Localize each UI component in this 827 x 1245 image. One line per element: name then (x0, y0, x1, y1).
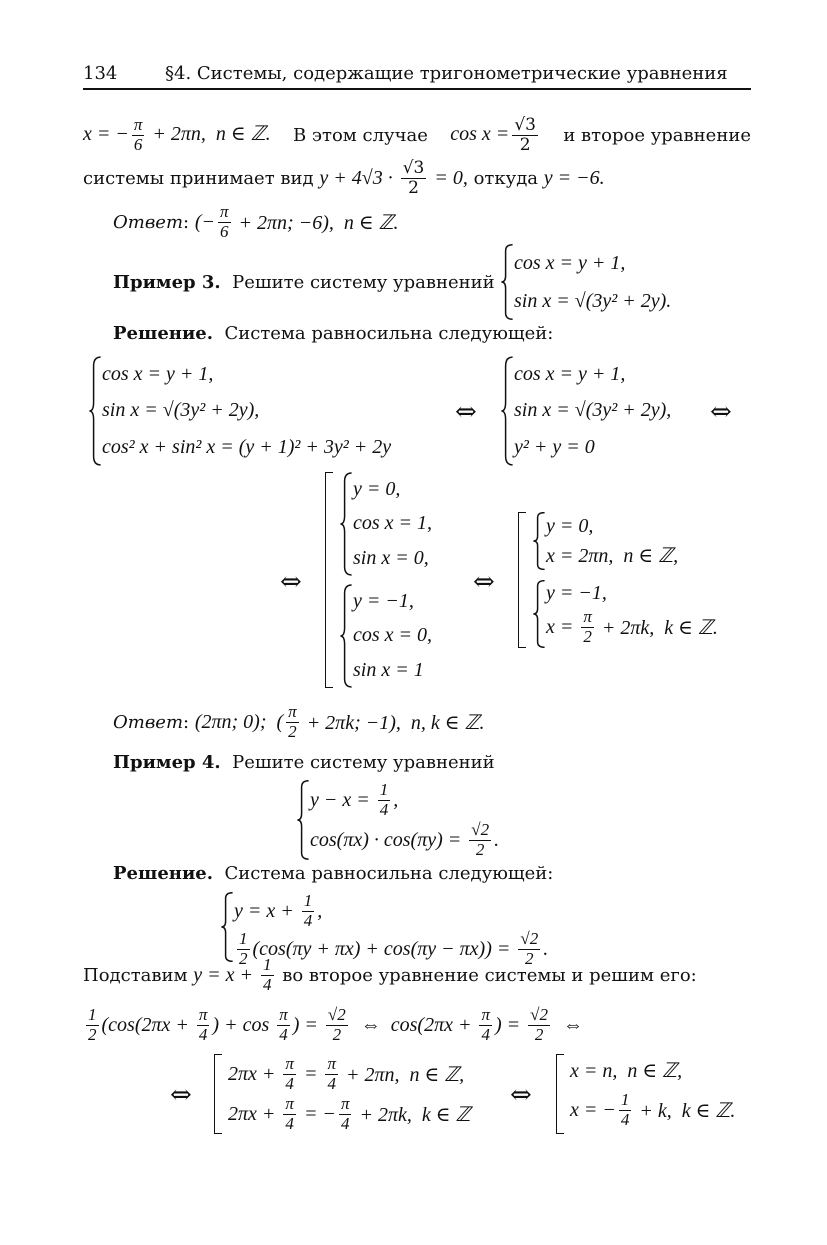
answer-line: Ответ : (− $\frac{\pi}{6}$ + 2πn; −6), n ∈ ℤ. (113, 201, 399, 241)
equivalence-sign: ⇔ (170, 1080, 192, 1110)
equation-line: 1 2 (cos(2πx + $\frac{\pi}{4}$ ) + cos π 4 ) = $\frac{√2}{2}$ ⇔ cos(2πx + $\frac{\pi}{4}$ ) = $\frac{√2}{2}$ ⇔ (88, 1004, 584, 1044)
equivalence-sign: ⇔ (280, 567, 302, 597)
brace-icon (500, 356, 514, 466)
solution-heading: Решение. Система равносильна следующей: (113, 862, 554, 884)
equation-system: y = x + $\frac{1}{4}$ , 1 2 (cos(πy + πx) + cos(πy − πx)) = $\frac{√2}{2}$ . (220, 892, 548, 962)
page-number: 134 (83, 63, 118, 84)
example-heading: Пример 4. Решите систему уравнений (113, 751, 495, 773)
bracket-icon (518, 512, 526, 648)
bracket-icon (325, 472, 333, 688)
equivalence-sign: ⇔ (710, 397, 732, 427)
bracket-icon (214, 1054, 222, 1134)
bracket-icon (556, 1054, 564, 1134)
running-header: §4. Системы, содержащие тригонометрические уравнения (165, 63, 728, 84)
brace-icon (500, 244, 514, 320)
equation-system: cos x = y + 1, sin x = √(3y² + 2y), y² + y = 0 (500, 356, 671, 466)
equation-set: x = n, n ∈ ℤ, x = − $\frac{1}{4}$ + k, k ∈ ℤ. (556, 1054, 735, 1134)
equation-set: y = 0, cos x = 1, sin x = 0, y = −1, cos x = 0, sin x = 1 (325, 472, 432, 688)
equation-set: y = 0, x = 2πn, n ∈ ℤ, y = −1, x = $\frac{\pi}{2}$ + 2πk, k ∈ ℤ. (518, 512, 718, 648)
brace-icon (339, 584, 353, 688)
answer-line: Ответ : (2πn; 0); ( π 2 + 2πk; −1), n, k ∈ ℤ. (113, 701, 485, 741)
equation-system: cos x = y + 1, sin x = √(3y² + 2y), cos² x + sin² x = (y + 1)² + 3y² + 2y (88, 356, 391, 466)
equivalence-sign: ⇔ (473, 567, 495, 597)
brace-icon (220, 892, 234, 962)
equation-set: 2πx + $\frac{\pi}{4}$ = $\frac{\pi}{4}$ + 2πn, n ∈ ℤ, 2πx + $\frac{\pi}{4}$ = − $\frac{\pi}{4}$ + 2πk, k ∈ ℤ (214, 1054, 470, 1134)
brace-icon (532, 580, 546, 648)
equivalence-sign: ⇔ (510, 1080, 532, 1110)
equation-system: cos x = y + 1, sin x = √(3y² + 2y). (500, 244, 671, 320)
brace-icon (88, 356, 102, 466)
text-line: системы принимает вид y + 4√3 · $\frac{√3}{2}$ = 0, откуда y = −6. (83, 157, 605, 198)
header-rule (83, 88, 751, 90)
solution-heading: Решение. Система равносильна следующей: (113, 322, 554, 344)
example-heading: Пример 3. Решите систему уравнений (113, 271, 501, 293)
brace-icon (296, 780, 310, 860)
equivalence-sign: ⇔ (455, 397, 477, 427)
brace-icon (339, 472, 353, 576)
brace-icon (532, 512, 546, 570)
equation-system: y − x = $\frac{1}{4}$ , cos(πx) · cos(πy) = $\frac{√2}{2}$ . (296, 780, 499, 860)
text-line: Подставим y = x + $\frac{1}{4}$ во второе уравнение системы и решим его: (83, 954, 697, 994)
text-line: x = − $\frac{\pi}{6}$ + 2πn, n ∈ ℤ. В этом случае cos x = $\frac{√3}{2}$ и второе уравнение (83, 114, 751, 155)
